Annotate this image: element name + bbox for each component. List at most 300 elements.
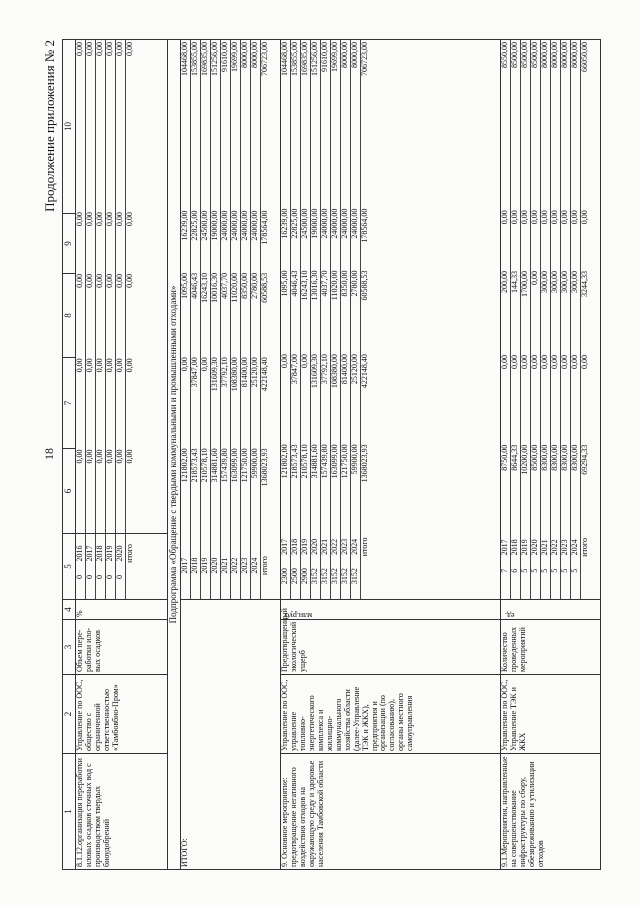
extra-cell: 104468,00 (281, 40, 290, 207)
target-value: 3152 (310, 566, 320, 599)
regional-cell: 4046,43 (190, 271, 200, 355)
data-row (540, 40, 550, 599)
local-cell: 24000,00 (240, 209, 250, 271)
extra-cell: 8000,00 (550, 40, 560, 208)
regional-cell: 200,00 (501, 269, 510, 353)
col-num: 8 (63, 274, 76, 358)
local-cell: 22825,00 (190, 209, 200, 271)
data-row (580, 40, 589, 599)
total-cell: 59900,00 (350, 442, 360, 527)
regional-cell: 0,00 (105, 272, 115, 357)
itogo-row (181, 40, 281, 870)
values-block (501, 40, 601, 600)
data-row (95, 40, 105, 533)
extra-cell: 0,00 (124, 42, 134, 56)
extra-cell: 706723,00 (359, 42, 369, 76)
local-cell: 0,00 (105, 210, 115, 272)
data-row (520, 40, 530, 599)
total-cell: 1368023,93 (359, 444, 369, 483)
total-cell: 210578,10 (300, 442, 310, 527)
data-row (181, 40, 190, 599)
regional-cell: 4037,70 (220, 271, 230, 355)
subprogram-title: Подпрограмма «Обращение с твердыми коммунальными и промышленными отходами» (168, 40, 181, 870)
local-cell: 0,00 (520, 208, 530, 269)
unit (281, 600, 501, 620)
federal-cell: 131609,30 (310, 352, 320, 442)
responsible: Управление по ООС, управление топливно-энергетического комплекса и жилищно-коммунального хозяйства области (далее-Управление ТЭК и ЖКХ), предприятия и организации (по согласованию), органы местного самоуправления (281, 675, 501, 754)
data-row (310, 40, 320, 599)
federal-cell: 37792,10 (320, 352, 330, 442)
total-cell: 157439,80 (320, 442, 330, 527)
total-cell: 8644,33 (510, 443, 520, 528)
year-cell: 2022 (550, 528, 560, 567)
year-cell: итого (124, 544, 134, 563)
federal-cell: 0,00 (300, 352, 310, 442)
responsible: Управление по ООС, Управление ТЭК и ЖКХ (501, 675, 601, 754)
col-num: 1 (63, 754, 76, 870)
data-row (320, 40, 330, 599)
years-col (76, 534, 168, 600)
local-cell: 24000,00 (230, 209, 240, 271)
local-cell: 178564,00 (259, 210, 269, 245)
data-row (230, 40, 240, 599)
target-value: 2500 (290, 566, 300, 599)
federal-cell: 0,00 (105, 356, 115, 447)
measure-name: 8.1.12.организация переработки иловых осадков сточных вод с производством твердых биоудобрений (76, 754, 168, 870)
col-num: 2 (63, 675, 76, 754)
regional-cell: 1700,00 (520, 269, 530, 353)
local-cell: 22825,00 (290, 207, 300, 269)
federal-cell: 0,00 (124, 358, 134, 373)
program-table (62, 39, 601, 870)
year-cell: 2019 (105, 534, 115, 573)
year-cell: 2021 (320, 528, 330, 567)
extra-cell: 8500,00 (530, 40, 540, 208)
extra-cell: 153855,00 (290, 40, 300, 207)
year-cell: 2019 (300, 528, 310, 567)
federal-cell: 0,00 (579, 355, 589, 370)
total-cell: 121802,00 (281, 442, 290, 527)
target-value: 5 (540, 567, 550, 599)
regional-cell: 16243,10 (200, 271, 210, 355)
total-cell: 1368023,93 (259, 448, 269, 487)
col-num: 10 (63, 40, 76, 214)
values-block (281, 40, 501, 600)
local-cell: 0,00 (550, 208, 560, 269)
itogo-values (181, 40, 281, 600)
year-cell: 2023 (560, 528, 570, 567)
row-9 (281, 40, 501, 870)
extra-cell: 8500,00 (520, 40, 530, 208)
unit (501, 600, 601, 620)
col-num: 3 (63, 620, 76, 675)
extra-cell: 19699,00 (330, 40, 340, 207)
regional-cell: 8350,00 (340, 269, 350, 353)
year-cell: 2018 (510, 528, 520, 567)
target-value (580, 567, 589, 599)
extra-cell: 66050,00 (579, 42, 589, 72)
year-cell: 2022 (330, 528, 340, 567)
federal-cell: 81400,00 (340, 352, 350, 442)
responsible: Управление по ООС, общество с ограниченной ответственностью «Тамбовбио-Пром» (76, 675, 168, 754)
local-cell: 0,00 (95, 210, 105, 272)
target-value: 3152 (330, 566, 340, 599)
col-num: 9 (63, 214, 76, 274)
regional-cell: 0,00 (76, 272, 85, 357)
extra-cell: 151256,00 (210, 40, 220, 209)
regional-cell: 13016,30 (310, 269, 320, 353)
local-cell: 0,00 (85, 210, 95, 272)
local-cell: 19000,00 (210, 209, 220, 271)
federal-cell: 0,00 (200, 355, 210, 446)
total-cell: 0,00 (115, 448, 125, 533)
target-value (360, 566, 369, 599)
year-cell: 2024 (350, 528, 360, 567)
federal-cell: 0,00 (520, 353, 530, 443)
extra-cell: 8000,00 (340, 40, 350, 207)
total-cell: 8300,00 (550, 443, 560, 528)
extra-cell: 8000,00 (250, 40, 260, 209)
federal-cell: 108380,00 (230, 355, 240, 446)
regional-cell: 0,00 (530, 269, 540, 353)
federal-cell: 0,00 (530, 353, 540, 443)
local-cell: 24000,00 (220, 209, 230, 271)
target-value: 3152 (340, 566, 350, 599)
extra-cell: 169835,00 (200, 40, 210, 209)
local-cell: 0,00 (570, 208, 580, 269)
extra-cell: 153855,00 (190, 40, 200, 209)
total-cell: 0,00 (95, 448, 105, 533)
federal-cell: 37847,00 (290, 352, 300, 442)
indicator: Предотвращенный экологический ущерб (281, 620, 501, 675)
target-value (125, 573, 134, 599)
total-cell: 218573,43 (290, 442, 300, 527)
regional-cell: 16243,10 (300, 269, 310, 353)
col-num: 5 (63, 534, 76, 600)
federal-cell: 25120,00 (250, 355, 260, 446)
unit-text: ед. (505, 611, 515, 620)
col-num: 4 (63, 600, 76, 620)
local-cell: 0,00 (76, 210, 85, 272)
data-row (530, 40, 540, 599)
federal-cell: 0,00 (510, 353, 520, 443)
federal-cell: 0,00 (115, 356, 125, 447)
total-cell: 314881,60 (210, 446, 220, 532)
indicator: Объем пере-работки ило-вых осадков (76, 620, 168, 675)
extra-cell: 91610,00 (320, 40, 330, 207)
row-9-1 (501, 40, 601, 870)
regional-cell: 300,00 (540, 269, 550, 353)
total-cell: 8300,00 (570, 443, 580, 528)
regional-cell: 300,00 (570, 269, 580, 353)
year-cell: 2020 (210, 532, 220, 599)
unit: % (76, 600, 168, 620)
total-cell: 8500,00 (530, 443, 540, 528)
total-cell: 163099,00 (330, 442, 340, 527)
data-row (220, 40, 230, 599)
regional-cell: 60588,53 (359, 270, 369, 301)
data-row (240, 40, 250, 599)
federal-cell: 0,00 (570, 353, 580, 443)
total-cell: 157439,80 (220, 446, 230, 532)
federal-cell: 0,00 (281, 352, 290, 442)
data-row (115, 534, 125, 599)
federal-cell: 0,00 (550, 353, 560, 443)
data-row (260, 40, 269, 599)
data-row (350, 40, 360, 599)
regional-cell: 2780,00 (350, 269, 360, 353)
data-row (85, 534, 95, 599)
year-cell: 2018 (290, 528, 300, 567)
data-row (560, 40, 570, 599)
local-cell: 24500,00 (300, 207, 310, 269)
year-cell: 2023 (340, 528, 350, 567)
regional-cell: 300,00 (550, 269, 560, 353)
federal-cell: 0,00 (181, 355, 190, 446)
regional-cell: 4037,70 (320, 269, 330, 353)
extra-cell: 8000,00 (540, 40, 550, 208)
data-row (85, 40, 95, 533)
total-cell: 8300,00 (540, 443, 550, 528)
data-row (281, 40, 290, 599)
regional-cell: 8350,00 (240, 271, 250, 355)
target-value: 7 (501, 567, 510, 599)
total-cell: 59900,00 (250, 446, 260, 532)
extra-cell: 104468,00 (181, 40, 190, 209)
total-cell: 121802,00 (181, 446, 190, 532)
local-cell: 24000,00 (330, 207, 340, 269)
year-cell: 2016 (76, 534, 85, 573)
year-cell: 2017 (181, 532, 190, 599)
extra-cell: 151256,00 (310, 40, 320, 207)
measure-name: 9. Основное мероприятие: предотвращение негативного воздействия отходов на окружающую среду и здоровье населения Тамбовской области (281, 754, 501, 870)
local-cell: 19000,00 (310, 207, 320, 269)
year-cell: 2017 (281, 528, 290, 567)
regional-cell: 144,33 (510, 269, 520, 353)
total-cell: 314881,60 (310, 442, 320, 527)
regional-cell: 0,00 (115, 272, 125, 357)
data-row (330, 40, 340, 599)
extra-cell: 8550,00 (501, 40, 510, 208)
subprogram-row (168, 40, 181, 870)
unit-text: млн.руб (285, 611, 313, 620)
year-cell: итого (359, 537, 369, 557)
total-cell: 69294,33 (579, 444, 589, 475)
extra-cell: 8000,00 (560, 40, 570, 208)
target-value: 5 (560, 567, 570, 599)
local-cell: 0,00 (530, 208, 540, 269)
target-value: 5 (550, 567, 560, 599)
data-row (125, 40, 134, 533)
data-row (340, 40, 350, 599)
column-number-row (63, 40, 76, 870)
regional-cell: 0,00 (95, 272, 105, 357)
regional-cell: 300,00 (560, 269, 570, 353)
year-cell: 2019 (520, 528, 530, 567)
year-cell: 2023 (240, 532, 250, 599)
local-cell: 16239,00 (181, 209, 190, 271)
regional-cell: 3244,33 (579, 271, 589, 298)
target-value: 6 (510, 567, 520, 599)
rotated-sheet (40, 40, 610, 870)
row-8-1-12 (76, 40, 168, 870)
year-cell: 2020 (115, 534, 125, 573)
total-cell: 218573,43 (190, 446, 200, 532)
local-cell: 0,00 (501, 208, 510, 269)
total-cell: 0,00 (85, 448, 95, 533)
regional-cell: 11020,00 (230, 271, 240, 355)
federal-cell: 0,00 (76, 356, 85, 447)
regional-cell: 1095,00 (181, 271, 190, 355)
extra-cell: 8000,00 (350, 40, 360, 207)
year-cell: 2020 (310, 528, 320, 567)
federal-cell: 37847,00 (190, 355, 200, 446)
federal-cell: 422148,40 (259, 357, 269, 392)
local-cell: 24000,00 (320, 207, 330, 269)
regional-cell: 0,00 (85, 272, 95, 357)
year-cell: 2017 (501, 528, 510, 567)
federal-cell: 0,00 (540, 353, 550, 443)
data-row (550, 40, 560, 599)
local-cell: 24000,00 (340, 207, 350, 269)
continuation-caption: Продолжение приложения № 2 (42, 40, 57, 212)
data-row (300, 40, 310, 599)
local-cell: 0,00 (510, 208, 520, 269)
local-cell: 0,00 (560, 208, 570, 269)
local-cell: 24000,00 (250, 209, 260, 271)
federal-cell: 108380,00 (330, 352, 340, 442)
federal-cell: 0,00 (501, 353, 510, 443)
data-row (250, 40, 260, 599)
data-row (105, 40, 115, 533)
local-cell: 0,00 (115, 210, 125, 272)
local-cell: 16239,00 (281, 207, 290, 269)
total-cell: 163099,00 (230, 446, 240, 532)
extra-cell: 91610,00 (220, 40, 230, 209)
regional-cell: 60588,53 (259, 272, 269, 303)
year-cell: 2018 (190, 532, 200, 599)
data-row (95, 534, 105, 599)
target-value: 0 (76, 573, 85, 599)
year-cell: 2022 (230, 532, 240, 599)
extra-cell: 0,00 (105, 40, 115, 210)
values-block (76, 40, 168, 534)
regional-cell: 10016,30 (210, 271, 220, 355)
total-cell: 121750,00 (240, 446, 250, 532)
itogo-label: ИТОГО: (181, 600, 281, 870)
extra-cell: 8000,00 (240, 40, 250, 209)
data-row (210, 40, 220, 599)
year-cell: итого (579, 538, 589, 557)
regional-cell: 11020,00 (330, 269, 340, 353)
extra-cell: 0,00 (85, 40, 95, 210)
local-cell: 0,00 (579, 210, 589, 225)
target-value: 3152 (350, 566, 360, 599)
regional-cell: 0,00 (124, 273, 134, 288)
target-value: 2900 (300, 566, 310, 599)
federal-cell: 0,00 (95, 356, 105, 447)
total-cell: 8300,00 (560, 443, 570, 528)
total-cell: 0,00 (124, 449, 134, 464)
local-cell: 0,00 (540, 208, 550, 269)
year-cell: 2024 (570, 528, 580, 567)
col-num: 7 (63, 358, 76, 449)
year-cell: итого (259, 556, 269, 575)
year-cell: 2019 (200, 532, 210, 599)
local-cell: 178564,00 (359, 208, 369, 243)
year-cell: 2024 (250, 532, 260, 599)
local-cell: 0,00 (124, 212, 134, 227)
year-cell: 2018 (95, 534, 105, 573)
regional-cell: 2780,00 (250, 271, 260, 355)
data-row (115, 40, 125, 533)
data-row (76, 534, 85, 599)
data-row (200, 40, 210, 599)
total-cell: 121750,00 (340, 442, 350, 527)
col-num: 6 (63, 449, 76, 534)
indicator: Количество проведенных мероприятий (501, 620, 601, 675)
year-cell: 2021 (220, 532, 230, 599)
extra-cell: 169835,00 (300, 40, 310, 207)
total-cell: 10200,00 (520, 443, 530, 528)
target-value: 0 (85, 573, 95, 599)
data-row (510, 40, 520, 599)
federal-cell: 0,00 (560, 353, 570, 443)
target-value: 5 (570, 567, 580, 599)
total-cell: 0,00 (105, 448, 115, 533)
extra-cell: 19699,00 (230, 40, 240, 209)
extra-cell: 0,00 (76, 40, 85, 210)
page-number: 18 (42, 448, 56, 460)
data-row (290, 40, 300, 599)
data-row (190, 40, 200, 599)
target-value: 0 (115, 573, 125, 599)
year-cell: 2020 (530, 528, 540, 567)
local-cell: 24500,00 (200, 209, 210, 271)
federal-cell: 37792,10 (220, 355, 230, 446)
year-cell: 2021 (540, 528, 550, 567)
data-row (501, 40, 510, 599)
extra-cell: 0,00 (115, 40, 125, 210)
regional-cell: 1095,00 (281, 269, 290, 353)
target-value: 0 (105, 573, 115, 599)
year-cell: 2017 (85, 534, 95, 573)
data-row (360, 40, 369, 599)
extra-cell: 0,00 (95, 40, 105, 210)
federal-cell: 81400,00 (240, 355, 250, 446)
local-cell: 24000,00 (350, 207, 360, 269)
total-cell: 210578,10 (200, 446, 210, 532)
extra-cell: 8000,00 (570, 40, 580, 208)
federal-cell: 0,00 (85, 356, 95, 447)
data-row (105, 534, 115, 599)
target-value: 0 (95, 573, 105, 599)
data-row (570, 40, 580, 599)
measure-name: 9.1.Мероприятия, направленные на совершенствование инфраструктуры по сбору, обезвреживанию и утилизации отходов (501, 754, 601, 870)
federal-cell: 131609,30 (210, 355, 220, 446)
federal-cell: 25120,00 (350, 352, 360, 442)
federal-cell: 422148,40 (359, 354, 369, 389)
extra-cell: 8500,00 (510, 40, 520, 208)
target-value: 5 (530, 567, 540, 599)
target-value: 5 (520, 567, 530, 599)
target-value: 3152 (320, 566, 330, 599)
total-cell: 8750,00 (501, 443, 510, 528)
data-row (125, 534, 134, 599)
total-cell: 0,00 (76, 448, 85, 533)
regional-cell: 4046,43 (290, 269, 300, 353)
extra-cell: 706723,00 (259, 42, 269, 76)
